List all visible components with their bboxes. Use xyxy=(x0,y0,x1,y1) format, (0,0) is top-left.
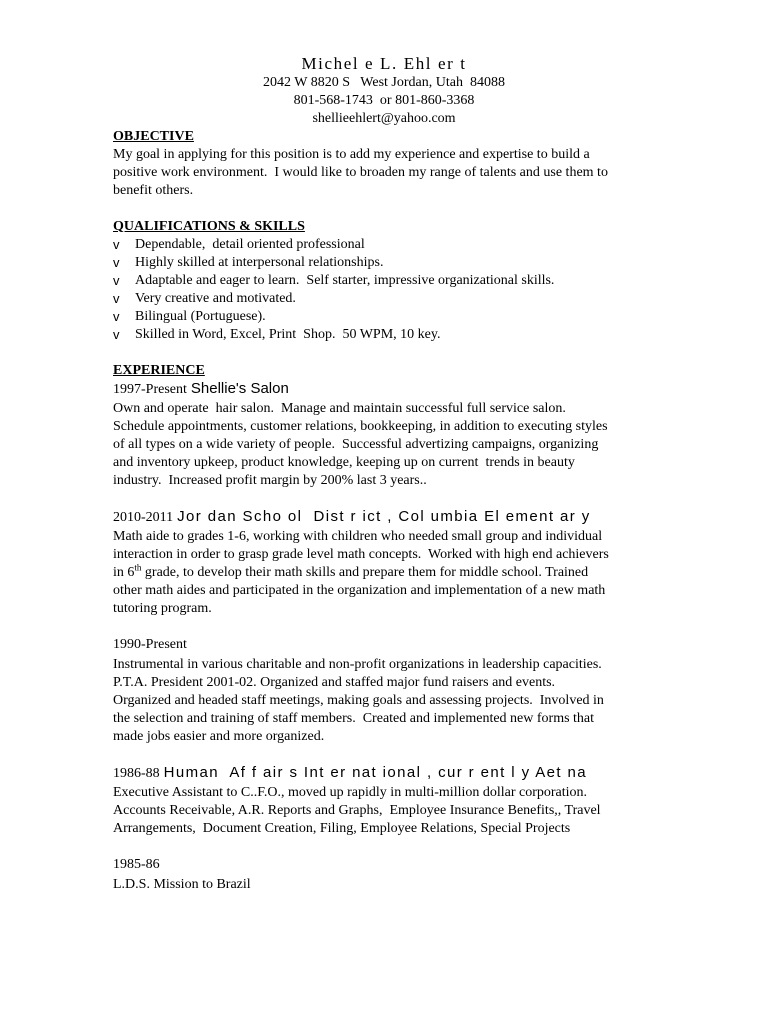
job-organization: Human Af f air s Int er nat ional , cur r ent l y Aet na xyxy=(163,764,587,781)
qualifications-heading: QUALIFICATIONS & SKILLS xyxy=(113,219,305,234)
job-description-line: tutoring program. xyxy=(113,601,212,616)
experience-heading: EXPERIENCE xyxy=(113,363,205,378)
resume-body xyxy=(113,128,663,894)
job-header xyxy=(113,508,663,528)
skill-text: Adaptable and eager to learn. Self starter, impressive organizational skills. xyxy=(135,273,555,288)
skill-item xyxy=(113,254,663,272)
objective-heading: OBJECTIVE xyxy=(113,129,194,144)
objective-line: positive work environment. I would like to broaden my range of talents and use them to xyxy=(113,165,608,180)
bullet-icon: v xyxy=(113,291,120,306)
job-dates: 1986-88 xyxy=(113,766,160,781)
email: shellieehlert@yahoo.com xyxy=(312,111,456,126)
objective-line: My goal in applying for this position is to add my experience and expertise to build a xyxy=(113,147,590,162)
bullet-icon: v xyxy=(113,309,120,324)
job-header xyxy=(113,636,663,656)
skill-text: Very creative and motivated. xyxy=(135,291,296,306)
skill-item xyxy=(113,272,663,290)
contact-block xyxy=(0,74,768,128)
job-description-line: Instrumental in various charitable and non-profit organizations in leadership capacities. xyxy=(113,657,602,672)
bullet-icon: v xyxy=(113,255,120,270)
job-description-line: Accounts Receivable, A.R. Reports and Graphs, Employee Insurance Benefits,, Travel xyxy=(113,803,601,818)
job-description-line: and inventory upkeep, product knowledge, keeping up on current trends in beauty xyxy=(113,455,575,470)
job-description-line: the selection and training of staff members. Created and implemented new forms that xyxy=(113,711,595,726)
job-description-line: of all types on a wide variety of people. Successful advertizing campaigns, organizing xyxy=(113,437,599,452)
job-description-line: L.D.S. Mission to Brazil xyxy=(113,877,251,892)
job-description-line: Math aide to grades 1-6, working with children who needed small group and individual xyxy=(113,529,603,544)
skill-item xyxy=(113,236,663,254)
job-description-line: Organized and headed staff meetings, making goals and assessing projects. Involved in xyxy=(113,693,604,708)
skill-text: Bilingual (Portuguese). xyxy=(135,309,266,324)
job-description-line: Arrangements, Document Creation, Filing, Employee Relations, Special Projects xyxy=(113,821,571,836)
job-description-line: made jobs easier and more organized. xyxy=(113,729,325,744)
skill-item xyxy=(113,326,663,344)
job-organization: Jor dan Scho ol Dist r ict , Col umbia El ement ar y xyxy=(177,508,591,525)
bullet-icon: v xyxy=(113,237,120,252)
job-dates: 1990-Present xyxy=(113,637,187,652)
bullet-icon: v xyxy=(113,327,120,342)
job-header xyxy=(113,380,663,400)
job-description-line xyxy=(113,564,663,582)
job-description-line: Schedule appointments, customer relations, bookkeeping, in addition to executing styles xyxy=(113,419,608,434)
job-description-line: Own and operate hair salon. Manage and maintain successful full service salon. xyxy=(113,401,566,416)
phone-numbers: 801-568-1743 or 801-860-3368 xyxy=(293,93,475,108)
job-dates: 2010-2011 xyxy=(113,510,174,525)
address: 2042 W 8820 S West Jordan, Utah 84088 xyxy=(263,75,505,90)
job-description-line: P.T.A. President 2001-02. Organized and staffed major fund raisers and events. xyxy=(113,675,556,690)
job-header xyxy=(113,764,663,784)
ordinal-suffix: th xyxy=(134,562,142,573)
bullet-icon: v xyxy=(113,273,120,288)
job-dates: 1985-86 xyxy=(113,857,160,872)
skill-text: Highly skilled at interpersonal relationships. xyxy=(135,255,384,270)
line-text: grade, to develop their math skills and prepare them for middle school. Trained xyxy=(141,565,589,580)
skill-text: Dependable, detail oriented professional xyxy=(135,237,365,252)
skill-item xyxy=(113,290,663,308)
job-description-line: interaction in order to grasp grade level math concepts. Worked with high end achievers xyxy=(113,547,609,562)
job-description-line: other math aides and participated in the organization and implementation of a new math xyxy=(113,583,606,598)
job-organization: Shellie's Salon xyxy=(190,380,289,397)
skill-text: Skilled in Word, Excel, Print Shop. 50 WPM, 10 key. xyxy=(135,327,441,342)
job-description-line: industry. Increased profit margin by 200% last 3 years.. xyxy=(113,473,427,488)
line-text: in 6 xyxy=(113,565,135,580)
applicant-name: Michel e L. Ehl er t xyxy=(301,54,467,73)
objective-line: benefit others. xyxy=(113,183,194,198)
job-dates: 1997-Present xyxy=(113,382,187,397)
job-description-line: Executive Assistant to C..F.O., moved up rapidly in multi-million dollar corporation. xyxy=(113,785,588,800)
job-header xyxy=(113,856,663,876)
skill-item xyxy=(113,308,663,326)
